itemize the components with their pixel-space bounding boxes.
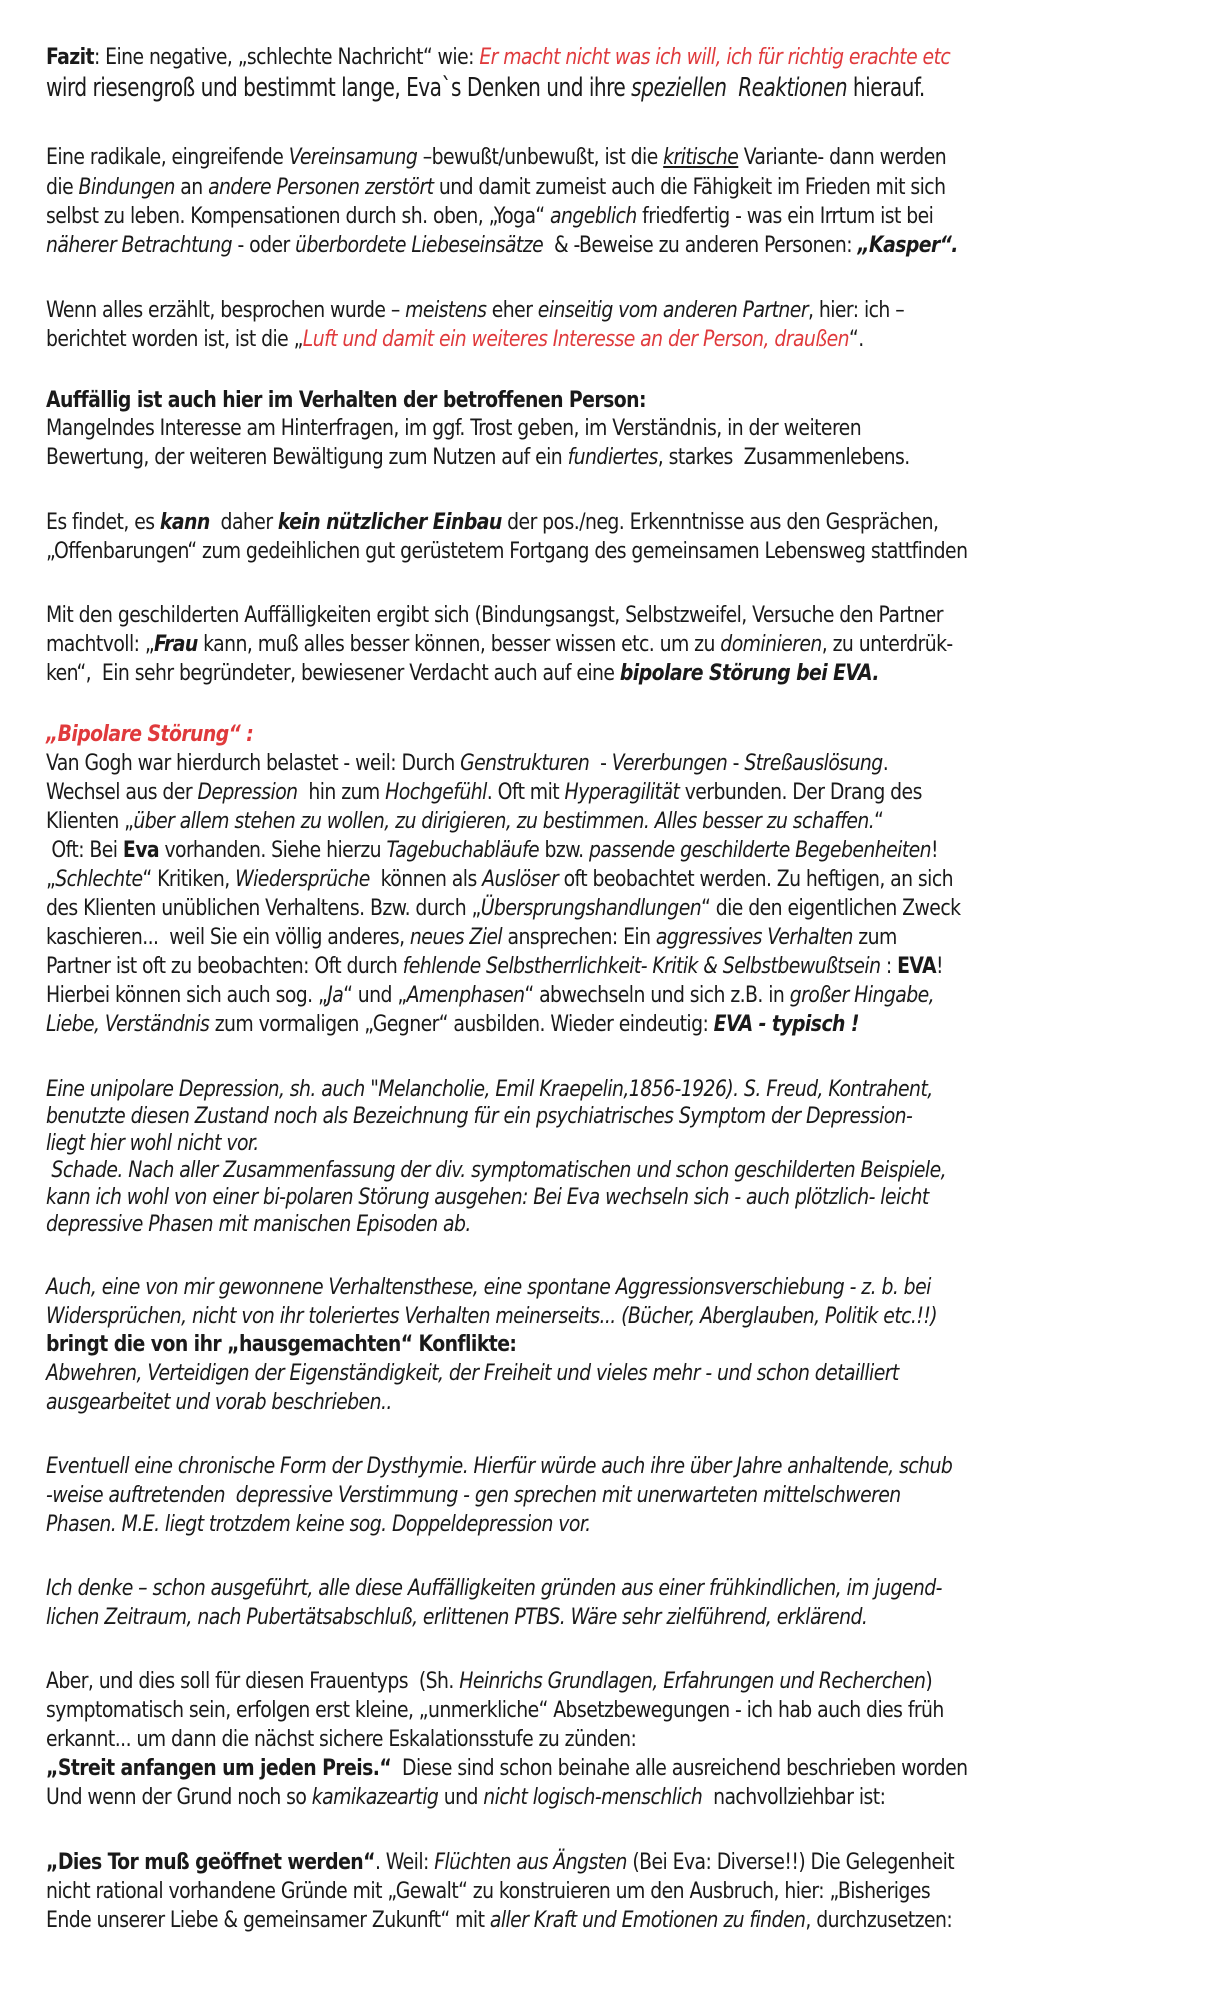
text-segment: Variante- dann werden bbox=[738, 144, 947, 170]
text-segment: der pos./neg. Erkenntnisse aus den Gesprächen, bbox=[501, 509, 939, 535]
text-segment: vorhanden. Siehe hierzu bbox=[159, 837, 387, 863]
italic-text: großer Hingabe, bbox=[789, 982, 935, 1008]
text-segment: hierauf. bbox=[847, 73, 925, 103]
text-segment: –bewußt/unbewußt, ist die bbox=[417, 144, 664, 170]
bold-text: Fazit bbox=[46, 44, 94, 70]
italic-text: nicht logisch-menschlich bbox=[483, 1784, 703, 1810]
italic-text: Eventuell eine chronische Form der Dysthymie. Hierfür würde auch ihre über Jahre anhaltende, schub bbox=[46, 1453, 953, 1479]
text-segment: “ und „ bbox=[343, 982, 407, 1008]
text-line bbox=[46, 1302, 937, 1330]
text-segment: ! bbox=[931, 837, 939, 863]
italic-text: aggressives Verhalten bbox=[655, 924, 853, 950]
text-segment: eher bbox=[486, 297, 538, 323]
text-segment: symptomatisch sein, erfolgen erst kleine, „unmerkliche“ Absetzbewegungen - ich hab auch dies früh bbox=[46, 1697, 944, 1723]
text-segment: - bbox=[727, 750, 745, 776]
italic-text: näherer Betrachtung bbox=[46, 232, 233, 258]
text-segment: , starkes Zusammenlebens. bbox=[657, 444, 910, 470]
text-line bbox=[46, 1725, 636, 1753]
text-segment: - oder bbox=[232, 232, 296, 258]
text-segment: wird riesengroß und bestimmt lange, Eva`s Denken und ihre bbox=[46, 73, 632, 103]
bold-text: „Dies Tor muß geöffnet werden“ bbox=[46, 1849, 375, 1875]
text-line bbox=[46, 865, 953, 893]
text-line bbox=[46, 386, 646, 414]
text-line bbox=[46, 173, 945, 201]
text-segment: Aber, und dies soll für diesen Frauentyps (Sh. bbox=[46, 1668, 460, 1694]
text-segment: : Eine negative, „schlechte Nachricht“ wie: bbox=[93, 44, 480, 70]
text-segment: ken“, Ein sehr begründeter, bewiesener Verdacht auch auf eine bbox=[46, 660, 620, 686]
text-segment: bzw. bbox=[539, 837, 589, 863]
text-segment: . Oft mit bbox=[486, 779, 565, 805]
text-line bbox=[46, 414, 861, 442]
text-line bbox=[46, 1129, 259, 1157]
text-line bbox=[46, 1754, 967, 1782]
text-line bbox=[46, 231, 958, 259]
italic-text: über allem stehen zu wollen, zu dirigieren, zu bestimmen. Alles besser zu schaffen. bbox=[133, 808, 875, 834]
text-line bbox=[46, 296, 904, 324]
text-segment: und damit zumeist auch die Fähigkeit im Frieden mit sich bbox=[433, 174, 946, 200]
text-segment: ! bbox=[936, 953, 943, 979]
text-segment: kann, muß alles besser können, besser wissen etc. um zu bbox=[197, 631, 721, 657]
text-segment: Diese sind schon beinahe alle ausreichend beschrieben worden bbox=[391, 1755, 968, 1781]
text-line bbox=[46, 807, 883, 835]
italic-text: lichen Zeitraum, nach Pubertätsabschluß, erlittenen PTBS. Wäre sehr zielführend, erklärend. bbox=[46, 1604, 868, 1630]
text-segment: Hierbei können sich auch sog. „ bbox=[46, 982, 328, 1008]
text-segment: berichtet worden ist, ist die „ bbox=[46, 326, 303, 352]
text-segment: zum vormaligen „Gegner“ ausbilden. Wieder eindeutig: bbox=[209, 1011, 714, 1037]
text-line bbox=[46, 443, 910, 471]
text-line bbox=[46, 1273, 931, 1301]
text-segment: & -Beweise zu anderen Personen: bbox=[543, 232, 858, 258]
text-segment: Es findet, es bbox=[46, 509, 160, 535]
text-line bbox=[46, 1075, 933, 1103]
text-line bbox=[46, 923, 897, 951]
italic-text: Streßauslösung bbox=[744, 750, 883, 776]
text-line bbox=[46, 1696, 944, 1724]
italic-text: kritische bbox=[663, 144, 739, 170]
bold-text: Eva bbox=[122, 837, 160, 863]
text-segment: : bbox=[880, 953, 898, 979]
text-segment: ) bbox=[925, 1668, 933, 1694]
text-line bbox=[46, 659, 879, 687]
text-line bbox=[46, 1603, 867, 1631]
text-segment: nachvollziehbar ist: bbox=[702, 1784, 886, 1810]
text-line bbox=[46, 1667, 932, 1695]
text-segment: (Bei Eva: Diverse!!) Die Gelegenheit bbox=[626, 1849, 955, 1875]
text-segment: selbst zu leben. Kompensationen durch sh. oben, „Yoga“ bbox=[46, 203, 551, 229]
text-line bbox=[46, 143, 946, 171]
text-line bbox=[46, 1156, 946, 1184]
italic-text: Wiedersprüche bbox=[235, 866, 370, 892]
italic-text: passende geschilderte Begebenheiten bbox=[588, 837, 932, 863]
text-line bbox=[46, 325, 864, 353]
text-line bbox=[46, 1210, 471, 1238]
text-line bbox=[46, 1848, 954, 1876]
text-segment: daher bbox=[209, 509, 278, 535]
bold-text: EVA bbox=[897, 953, 937, 979]
text-segment: “ Kritiken, bbox=[142, 866, 236, 892]
italic-text: Abwehren, Verteidigen der Eigenständigkeit, der Freiheit und vieles mehr - und schon detailliert bbox=[46, 1360, 899, 1386]
italic-text: benutzte diesen Zustand noch als Bezeichnung für ein psychiatrisches Symptom der Depression- bbox=[46, 1103, 913, 1129]
text-line bbox=[46, 894, 960, 922]
text-segment: Wechsel aus der bbox=[46, 779, 198, 805]
highlighted-text: „Bipolare Störung“ : bbox=[46, 721, 254, 747]
text-segment: Wenn alles erzählt, besprochen wurde – bbox=[46, 297, 406, 323]
italic-text: Depression bbox=[197, 779, 298, 805]
text-segment: die bbox=[46, 174, 79, 200]
text-line bbox=[46, 74, 925, 102]
text-segment: Van Gogh war hierdurch belastet - weil: Durch bbox=[46, 750, 461, 776]
text-segment: an bbox=[174, 174, 209, 200]
text-line bbox=[46, 1010, 859, 1038]
text-segment: “ abwechseln und sich z.B. in bbox=[524, 982, 790, 1008]
italic-text: kamikazeartig bbox=[311, 1784, 439, 1810]
italic-text: Bindungen bbox=[78, 174, 175, 200]
bold-text: „Streit anfangen um jeden Preis.“ bbox=[46, 1755, 392, 1781]
text-line bbox=[46, 508, 938, 536]
text-line bbox=[46, 630, 953, 658]
italic-text: fundiertes bbox=[567, 444, 658, 470]
italic-text: Tagebuchabläufe bbox=[386, 837, 540, 863]
text-segment: , hier: ich – bbox=[808, 297, 905, 323]
text-line bbox=[46, 1330, 516, 1358]
text-line bbox=[46, 1877, 930, 1905]
text-segment: Und wenn der Grund noch so bbox=[46, 1784, 312, 1810]
text-line bbox=[46, 1783, 885, 1811]
text-segment: erkannt... um dann die nächst sichere Eskalationsstufe zu zünden: bbox=[46, 1726, 637, 1752]
bold-text: „Kasper“. bbox=[857, 232, 958, 258]
text-line bbox=[46, 1102, 912, 1130]
italic-text: angeblich bbox=[550, 203, 637, 229]
text-segment: kaschieren... weil Sie ein völlig anderes, bbox=[46, 924, 410, 950]
italic-text: Liebe, Verständnis bbox=[46, 1011, 210, 1037]
italic-text: Schlechte bbox=[55, 866, 143, 892]
text-line bbox=[46, 537, 967, 565]
italic-text: Ja bbox=[327, 982, 344, 1008]
italic-text: Übersprungshandlungen bbox=[480, 895, 702, 921]
text-line bbox=[46, 601, 943, 629]
bold-text: EVA - typisch ! bbox=[713, 1011, 859, 1037]
italic-text: fehlende Selbstherrlichkeit- Kritik & Selbstbewußtsein bbox=[402, 953, 881, 979]
text-line bbox=[46, 952, 943, 980]
italic-text: liegt hier wohl nicht vor. bbox=[46, 1130, 259, 1156]
text-segment: Mangelndes Interesse am Hinterfragen, im ggf. Trost geben, im Verständnis, in der weiteren bbox=[46, 415, 862, 441]
italic-text: Flüchten aus Ängsten bbox=[434, 1849, 627, 1875]
italic-text: einseitig vom anderen Partner bbox=[537, 297, 809, 323]
text-segment: . Weil: bbox=[374, 1849, 435, 1875]
bold-text: bringt die von ihr „hausgemachten“ Konflikte: bbox=[46, 1331, 517, 1357]
text-segment: , zu unterdrük- bbox=[821, 631, 953, 657]
bold-text: bipolare Störung bei EVA. bbox=[619, 660, 880, 686]
italic-text: Vereinsamung bbox=[288, 144, 418, 170]
text-segment: nicht rational vorhandene Gründe mit „Gewalt“ zu konstruieren um den Ausbruch, hier: „Bisheriges bbox=[46, 1878, 931, 1904]
text-segment: “ bbox=[874, 808, 884, 834]
text-segment: können als bbox=[369, 866, 483, 892]
text-segment: und bbox=[438, 1784, 484, 1810]
text-line bbox=[46, 1906, 952, 1934]
italic-text: Auch, eine von mir gewonnene Verhaltensthese, eine spontane Aggressionsverschiebung - z. b. bei bbox=[46, 1274, 931, 1300]
text-segment: Oft: Bei bbox=[46, 837, 123, 863]
text-segment: Ende unserer Liebe & gemeinsamer Zukunft“ mit bbox=[46, 1907, 490, 1933]
italic-text: Eine unipolare Depression, sh. auch "Melancholie, Emil Kraepelin,1856-1926). S. Freud, Kontrahent, bbox=[46, 1076, 933, 1102]
italic-text: überbordete Liebeseinsätze bbox=[295, 232, 544, 258]
italic-text: Genstrukturen bbox=[460, 750, 590, 776]
text-line bbox=[46, 202, 933, 230]
italic-text: Amenphasen bbox=[406, 982, 525, 1008]
text-line bbox=[46, 1574, 942, 1602]
text-line bbox=[46, 1481, 901, 1509]
text-segment: zum bbox=[852, 924, 897, 950]
bold-text: Frau bbox=[154, 631, 198, 657]
italic-text: neues Ziel bbox=[409, 924, 503, 950]
text-segment: ansprechen: Ein bbox=[502, 924, 656, 950]
text-segment: Partner ist oft zu beobachten: Oft durch bbox=[46, 953, 403, 979]
text-segment: , durchzusetzen: bbox=[805, 1907, 953, 1933]
text-line bbox=[46, 778, 922, 806]
italic-text: ausgearbeitet und vorab beschrieben.. bbox=[46, 1389, 392, 1415]
highlighted-text: Er macht nicht was ich will, ich für richtig erachte etc bbox=[479, 44, 951, 70]
text-line bbox=[46, 1452, 952, 1480]
text-line bbox=[46, 1183, 929, 1211]
italic-text: Widersprüchen, nicht von ihr toleriertes Verhalten meinerseits... (Bücher, Aberglauben, Politik etc.!!) bbox=[46, 1303, 938, 1329]
italic-text: Hochgefühl bbox=[385, 779, 487, 805]
italic-text: Phasen. M.E. liegt trotzdem keine sog. Doppeldepression vor. bbox=[46, 1511, 591, 1537]
text-segment: Bewertung, der weiteren Bewältigung zum Nutzen auf ein bbox=[46, 444, 568, 470]
italic-text: -weise auftretenden depressive Verstimmung - gen sprechen mit unerwarteten mittelschweren bbox=[46, 1482, 901, 1508]
text-segment: hin zum bbox=[297, 779, 386, 805]
text-segment: “ die den eigentlichen Zweck bbox=[701, 895, 961, 921]
text-line bbox=[46, 720, 253, 748]
text-segment: - bbox=[589, 750, 612, 776]
text-line bbox=[46, 981, 934, 1009]
bold-text: kann bbox=[159, 509, 210, 535]
italic-text: Ich denke – schon ausgeführt, alle diese Auffälligkeiten gründen aus einer frühkindlichen, im jugend- bbox=[46, 1575, 942, 1601]
text-segment: des Klienten unüblichen Verhaltens. Bzw. durch „ bbox=[46, 895, 481, 921]
text-line bbox=[46, 1510, 591, 1538]
text-segment: . bbox=[882, 750, 889, 776]
italic-text: Auslöser bbox=[482, 866, 559, 892]
highlighted-text: Luft und damit ein weiteres Interesse an der Person, draußen bbox=[302, 326, 850, 352]
text-segment: machtvoll: „ bbox=[46, 631, 155, 657]
text-segment: “. bbox=[849, 326, 864, 352]
text-line bbox=[46, 1359, 899, 1387]
text-segment: „Offenbarungen“ zum gedeihlichen gut gerüstetem Fortgang des gemeinsamen Lebensweg stattfinden bbox=[46, 538, 968, 564]
italic-text: Hyperagilität bbox=[564, 779, 680, 805]
text-line bbox=[46, 836, 938, 864]
text-segment: friedfertig - was ein Irrtum ist bei bbox=[636, 203, 934, 229]
text-segment: verbunden. Der Drang des bbox=[679, 779, 922, 805]
text-segment: Eine radikale, eingreifende bbox=[46, 144, 289, 170]
italic-text: depressive Phasen mit manischen Episoden ab. bbox=[46, 1211, 471, 1237]
bold-text: Auffällig ist auch hier im Verhalten der betroffenen Person: bbox=[46, 387, 646, 413]
text-segment: „ bbox=[46, 866, 56, 892]
italic-text: dominieren bbox=[720, 631, 822, 657]
italic-text: Heinrichs Grundlagen, Erfahrungen und Recherchen bbox=[459, 1668, 926, 1694]
italic-text: kann ich wohl von einer bi-polaren Störung ausgehen: Bei Eva wechseln sich - auch plötzlich- leicht bbox=[46, 1184, 929, 1210]
italic-text: meistens bbox=[405, 297, 487, 323]
bold-text: kein nützlicher Einbau bbox=[277, 509, 502, 535]
text-line bbox=[46, 749, 888, 777]
text-line bbox=[46, 43, 950, 71]
text-line bbox=[46, 1388, 392, 1416]
italic-text: andere Personen zerstört bbox=[208, 174, 434, 200]
italic-text: speziellen Reaktionen bbox=[631, 73, 848, 103]
italic-text: aller Kraft und Emotionen zu finden bbox=[489, 1907, 806, 1933]
text-segment: Klienten „ bbox=[46, 808, 134, 834]
text-segment: Mit den geschilderten Auffälligkeiten ergibt sich (Bindungsangst, Selbstzweifel, Versuche den Partner bbox=[46, 602, 943, 628]
text-segment: oft beobachtet werden. Zu heftigen, an sich bbox=[558, 866, 954, 892]
italic-text: Vererbungen bbox=[611, 750, 728, 776]
italic-text: Schade. Nach aller Zusammenfassung der div. symptomatischen und schon geschilderten Beispiele, bbox=[46, 1157, 947, 1183]
